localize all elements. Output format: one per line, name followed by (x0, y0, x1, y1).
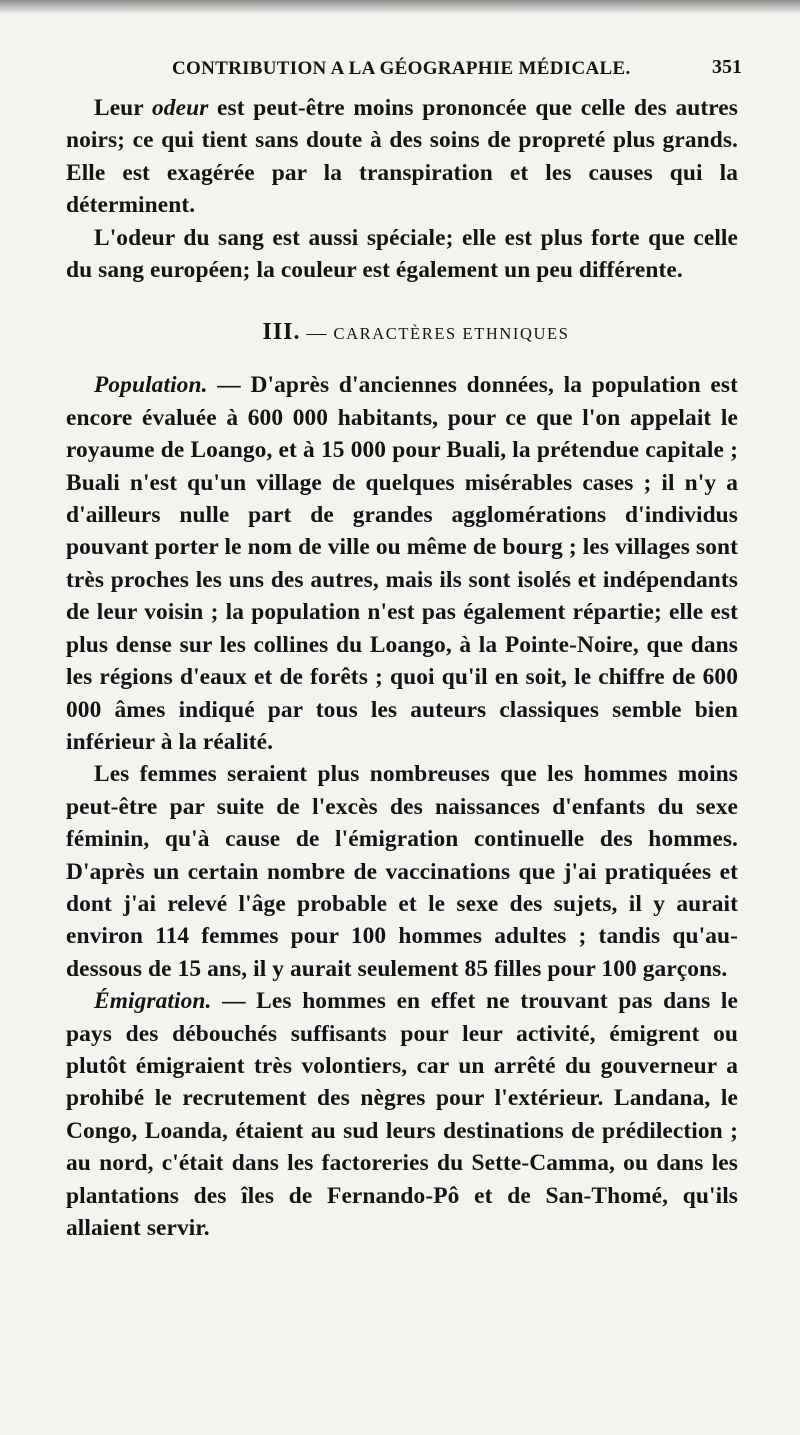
section-dash: — (300, 322, 334, 345)
page-number: 351 (712, 56, 742, 78)
scan-top-edge (0, 0, 800, 14)
section-number: III. (262, 319, 301, 346)
paragraph-text: est peut-être moins prononcée que celle des autres noirs; ce qui tient sans doute à des soins de propreté plus grands. Elle est exagérée par la transpiration et les causes qui la déterminent. (66, 95, 738, 219)
body-text (66, 92, 738, 1244)
running-head (0, 52, 800, 82)
paragraph-femmes: Les femmes seraient plus nombreuses que les hommes moins peut-être par suite de l'excès des naissances d'enfants du sexe féminin, qu'à cause de l'émigration continuelle des hommes. D'après un certain nombre de vaccinations que j'ai pratiquées et dont j'ai relevé l'âge probable et le sexe des sujets, il y aurait environ 114 femmes pour 100 hommes adultes ; tandis qu'au-dessous de 15 ans, il y aurait seulement 85 filles pour 100 garçons. (66, 761, 738, 982)
paragraph-odeur-du-sang: L'odeur du sang est aussi spéciale; elle est plus forte que celle du sang européen; la couleur est également un peu différente. (66, 224, 738, 284)
section-title: CARACTÈRES ETHNIQUES (333, 324, 570, 344)
paragraph-emigration (66, 985, 738, 1244)
paragraph-text: — D'après d'anciennes données, la population est encore évaluée à 600 000 habitants, pour ce que l'on appelait le royaume de Loango, et à 15 000 pour Buali, la prétendue capitale ; Buali n'est qu'un village de quelques misérables cases ; il n'y a d'ailleurs nulle part de grandes agglomérations d'individus pouvant porter le nom de ville ou même de bourg ; les villages sont très proches les uns des autres, mais ils sont isolés et indépendants de leur voisin ; la population n'est pas également répartie; elle est plus dense sur les collines du Loango, à la Pointe-Noire, que dans les régions d'eaux et de forêts ; quoi qu'il en soit, le chiffre de 600 000 âmes indiqué par tous les auteurs classiques semble bien inférieur à la réalité. (66, 372, 738, 755)
paragraph-text: — Les hommes en effet ne trouvant pas dans le pays des débouchés suffisants pour leur activité, émigrent ou plutôt émigraient très volontiers, car un arrêté du gouverneur a prohibé le recrutement des nègres pour l'extérieur. Landana, le Congo, Loanda, étaient au sud leurs destinations de prédilection ; au nord, c'était dans les factoreries du Sette-Camma, ou dans les plantations des îles de Fernando-Pô et de San-Thomé, qu'ils allaient servir. (66, 988, 738, 1241)
running-title: CONTRIBUTION A LA GÉOGRAPHIE MÉDICALE. (172, 58, 631, 79)
paragraph-term-odeur: odeur (152, 95, 209, 121)
paragraph-term-population: Population. (94, 372, 208, 399)
paragraph-term-emigration: Émigration. (94, 988, 212, 1015)
paragraph-lead: Leur (94, 95, 153, 121)
paragraph-odeur (66, 92, 738, 222)
paragraph-population (66, 369, 738, 758)
section-heading (66, 316, 738, 348)
